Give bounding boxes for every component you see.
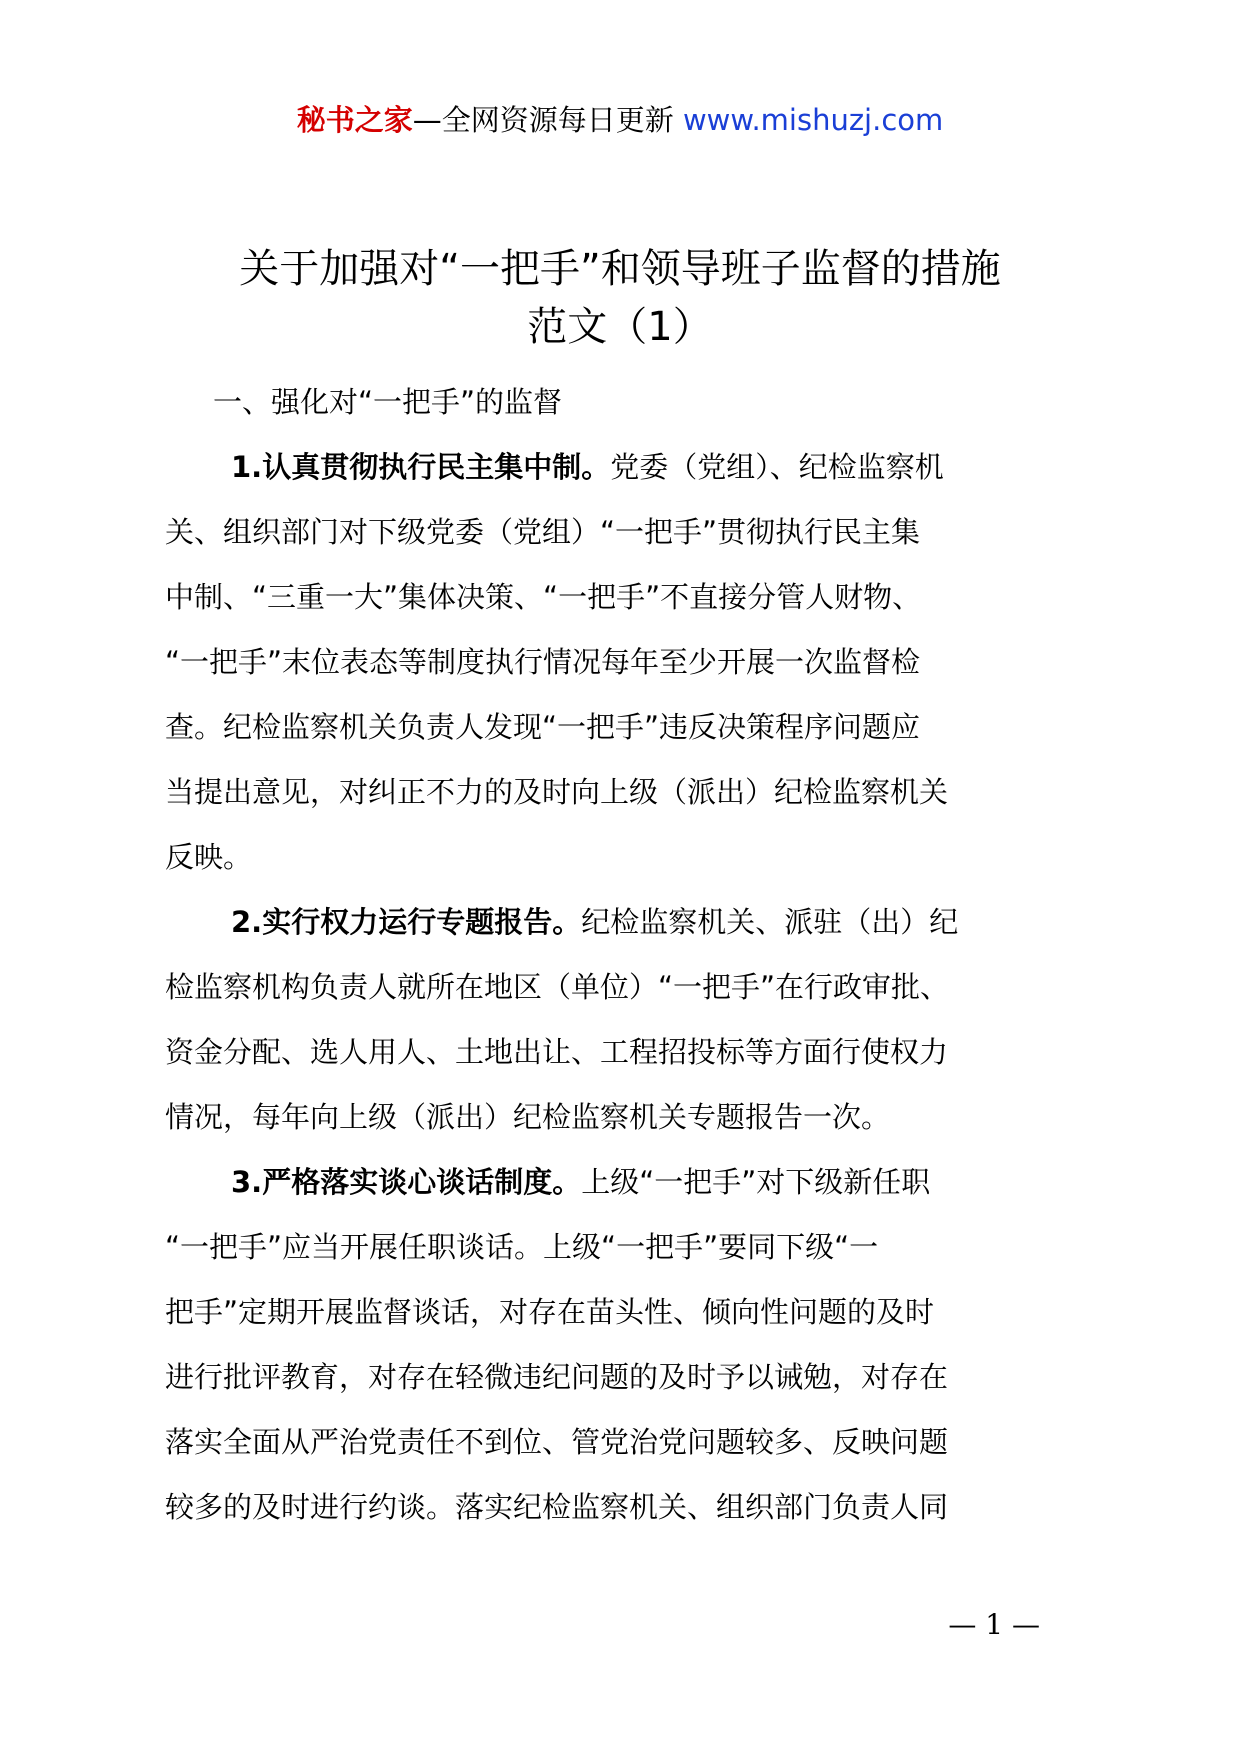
site-url-link[interactable]: www.mishuzj.com: [682, 103, 944, 137]
paragraph-3: [165, 1150, 1085, 1540]
paragraph-lead: 3.严格落实谈心谈话制度。: [231, 1165, 582, 1199]
paragraph-text: 纪检监察机关、派驻（出）纪: [581, 905, 959, 939]
paragraph-line: 较多的及时进行约谈。落实纪检监察机关、组织部门负责人同: [165, 1490, 949, 1524]
paragraph-first-line: [165, 890, 1085, 955]
document-body: [165, 370, 1085, 1540]
header-tagline: —全网资源每日更新: [412, 103, 683, 137]
document-title: [150, 240, 1090, 356]
paragraph-line: “一把手”末位表态等制度执行情况每年至少开展一次监督检: [165, 645, 921, 679]
paragraph-lead: 2.实行权力运行专题报告。: [231, 905, 582, 939]
paragraph-lead: 1.认真贯彻执行民主集中制。: [231, 450, 611, 484]
paragraph-text: 上级“一把手”对下级新任职: [581, 1165, 931, 1199]
paragraph-line: 查。纪检监察机关负责人发现“一把手”违反决策程序问题应: [165, 710, 921, 744]
section-heading: 一、强化对“一把手”的监督: [213, 385, 563, 419]
title-line-1: 关于加强对“一把手”和领导班子监督的措施: [239, 246, 1001, 292]
paragraph-line: 关、组织部门对下级党委（党组）“一把手”贯彻执行民主集: [165, 515, 921, 549]
paragraph-first-line: [165, 435, 1085, 500]
paragraph-line: 检监察机构负责人就所在地区（单位）“一把手”在行政审批、: [165, 970, 950, 1004]
title-line-2: 范文（1）: [527, 304, 713, 350]
paragraph-line: 当提出意见，对纠正不力的及时向上级（派出）纪检监察机关: [165, 775, 949, 809]
page-number: — 1 —: [948, 1608, 1040, 1641]
paragraph-line: 反映。: [165, 840, 253, 874]
site-header: [0, 100, 1240, 140]
brand-name: 秘书之家: [296, 103, 413, 137]
paragraph-line: 中制、“三重一大”集体决策、“一把手”不直接分管人财物、: [165, 580, 922, 614]
paragraph-first-line: [165, 1150, 1085, 1215]
paragraph-line: 情况，每年向上级（派出）纪检监察机关专题报告一次。: [165, 1100, 891, 1134]
paragraph-line: 把手”定期开展监督谈话，对存在苗头性、倾向性问题的及时: [165, 1295, 935, 1329]
paragraph-line: 进行批评教育，对存在轻微违纪问题的及时予以诫勉，对存在: [165, 1360, 949, 1394]
paragraph-line: “一把手”应当开展任职谈话。上级“一把手”要同下级“一: [165, 1230, 879, 1264]
paragraph-2: [165, 890, 1085, 1150]
paragraph-line: 资金分配、选人用人、土地出让、工程招投标等方面行使权力: [165, 1035, 949, 1069]
paragraph-1: [165, 435, 1085, 890]
paragraph-line: 落实全面从严治党责任不到位、管党治党问题较多、反映问题: [165, 1425, 949, 1459]
paragraph-text: 党委（党组）、纪检监察机: [610, 450, 944, 484]
